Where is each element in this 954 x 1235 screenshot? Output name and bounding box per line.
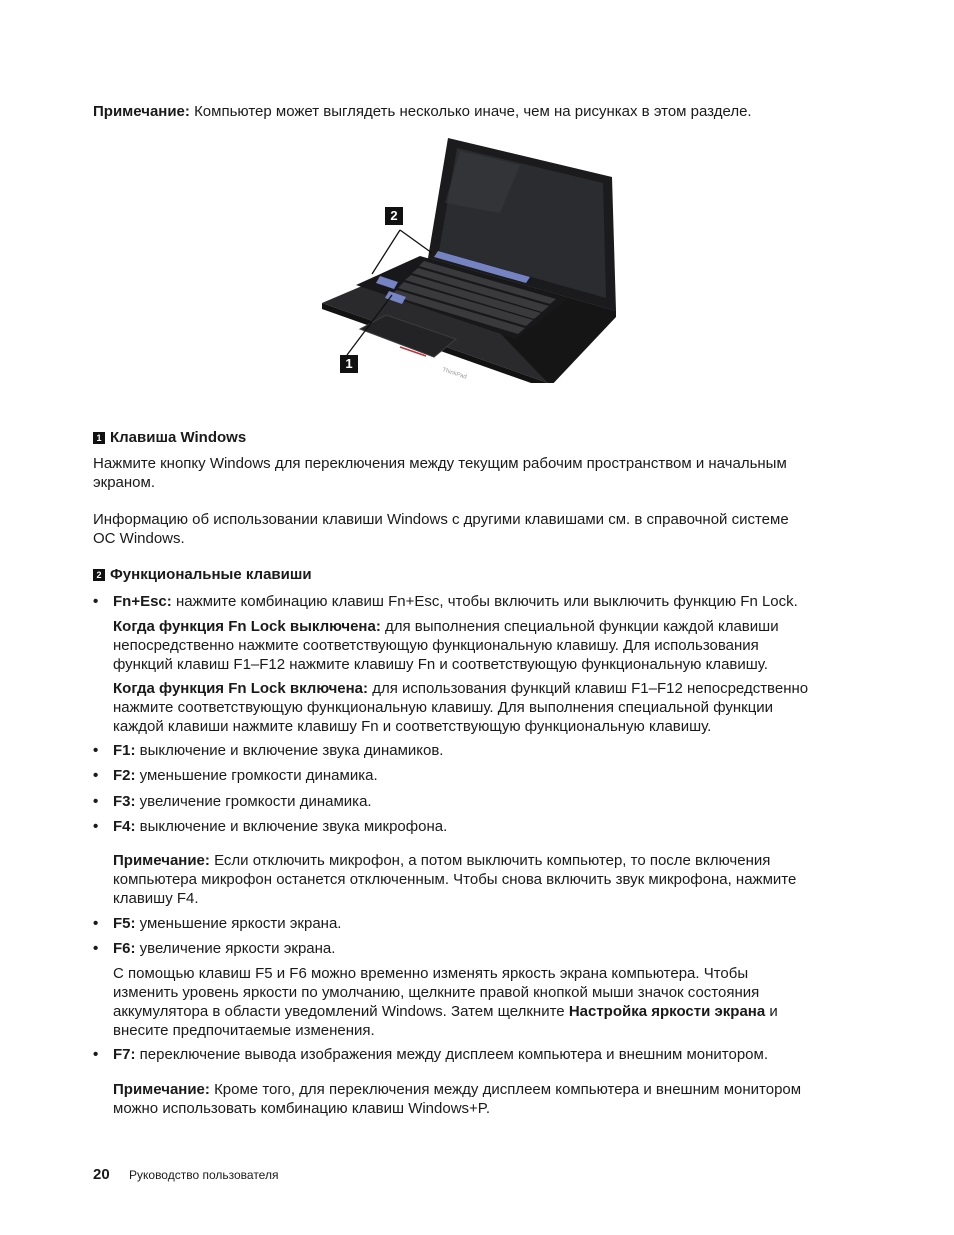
bullet-dot: •: [93, 593, 99, 610]
bullet-dot: •: [93, 767, 99, 784]
bold-label: Настройка яркости экрана: [568, 1003, 766, 1020]
text-line: и: [765, 1003, 778, 1020]
bullet-dot: •: [93, 940, 99, 957]
callout-1: 1: [340, 355, 358, 373]
section-badge-1: 1: [93, 432, 105, 444]
bullet-dot: •: [93, 915, 99, 932]
item-text: выключение и включение звука динамиков.: [135, 742, 444, 759]
item-text: увеличение яркости экрана.: [135, 940, 336, 957]
note-display-switch: [113, 1080, 853, 1118]
fn-lock-on-paragraph: [113, 679, 853, 736]
key-label: F1:: [113, 742, 136, 759]
section-windows-key-heading: [93, 428, 246, 447]
brand-logo: ThinkPad: [441, 367, 468, 381]
callout-2: 2: [385, 207, 403, 225]
key-label: F4:: [113, 818, 136, 835]
text-line: С помощью клавиш F5 и F6 можно временно изменять яркость экрана компьютера. Чтобы: [113, 965, 749, 982]
paragraph: [93, 510, 853, 548]
item-text: увеличение громкости динамика.: [135, 793, 372, 810]
fn-lock-off-paragraph: [113, 617, 853, 674]
item-text: выключение и включение звука микрофона.: [135, 818, 448, 835]
brightness-paragraph: [113, 964, 853, 1040]
text-line: функций клавиш F1–F12 нажмите клавишу Fn и соответствующую функциональную клавишу.: [113, 656, 768, 673]
text-line: для выполнения специальной функции каждой клавиши: [380, 618, 779, 635]
laptop-illustration: [320, 133, 630, 383]
text-line: нажмите соответствующую функциональную клавишу. Для выполнения специальной функции: [113, 699, 774, 716]
section-title: Клавиша Windows: [110, 429, 247, 446]
text-line: можно использовать комбинацию клавиш Windows+P.: [113, 1100, 491, 1117]
footer-title: Руководство пользователя: [129, 1168, 279, 1182]
item-text: нажмите комбинацию клавиш Fn+Esc, чтобы включить или выключить функцию Fn Lock.: [171, 593, 798, 610]
text-line: Кроме того, для переключения между дисплеем компьютера и внешним монитором: [209, 1081, 802, 1098]
section-function-keys-heading: [93, 565, 312, 584]
text-line: для использования функций клавиш F1–F12 непосредственно: [368, 680, 809, 697]
text-line: изменить уровень яркости по умолчанию, щелкните правой кнопкой мыши значок состояния: [113, 984, 760, 1001]
section-badge-2: 2: [93, 569, 105, 581]
text-line: Если отключить микрофон, а потом выключить компьютер, то после включения: [209, 852, 771, 869]
text-line: клавишу F4.: [113, 890, 199, 907]
section-title: Функциональные клавиши: [110, 566, 312, 583]
key-label: F3:: [113, 793, 136, 810]
page-number: 20: [93, 1166, 110, 1183]
item-text: переключение вывода изображения между дисплеем компьютера и внешним монитором.: [135, 1046, 769, 1063]
bullet-dot: •: [93, 1046, 99, 1063]
key-label: Fn+Esc:: [113, 593, 172, 610]
key-label: F6:: [113, 940, 136, 957]
key-label: F2:: [113, 767, 136, 784]
bullet-dot: •: [93, 742, 99, 759]
text-line: компьютера микрофон останется отключенным. Чтобы снова включить звук микрофона, нажмите: [113, 871, 797, 888]
bold-label: Когда функция Fn Lock включена:: [113, 680, 369, 697]
bold-label: Когда функция Fn Lock выключена:: [113, 618, 381, 635]
text-line: ОС Windows.: [93, 530, 185, 547]
note-text: Компьютер может выглядеть несколько иначе, чем на рисунках в этом разделе.: [189, 103, 752, 120]
bullet-dot: •: [93, 818, 99, 835]
note-microphone: [113, 851, 853, 908]
item-text: уменьшение громкости динамика.: [135, 767, 378, 784]
bullet-dot: •: [93, 793, 99, 810]
note-label: Примечание:: [93, 103, 190, 120]
text-line: непосредственно нажмите соответствующую функциональную клавишу. Для использования: [113, 637, 759, 654]
text-line: внесите предпочитаемые изменения.: [113, 1022, 375, 1039]
note-label: Примечание:: [113, 852, 210, 869]
text-line: экраном.: [93, 474, 156, 491]
note-label: Примечание:: [113, 1081, 210, 1098]
key-label: F5:: [113, 915, 136, 932]
paragraph: [93, 454, 853, 492]
text-line: Информацию об использовании клавиши Windows с другими клавишами см. в справочной системе: [93, 511, 789, 528]
key-label: F7:: [113, 1046, 136, 1063]
callout2-line-b: [400, 230, 432, 253]
top-note: [93, 102, 893, 121]
text-line: Нажмите кнопку Windows для переключения между текущим рабочим пространством и начальным: [93, 455, 787, 472]
item-text: уменьшение яркости экрана.: [135, 915, 342, 932]
text-line: аккумулятора в области уведомлений Windows. Затем щелкните: [113, 1003, 569, 1020]
text-line: каждой клавиши нажмите клавишу Fn и соответствующую функциональную клавишу.: [113, 718, 712, 735]
laptop-drawing: [320, 133, 630, 383]
